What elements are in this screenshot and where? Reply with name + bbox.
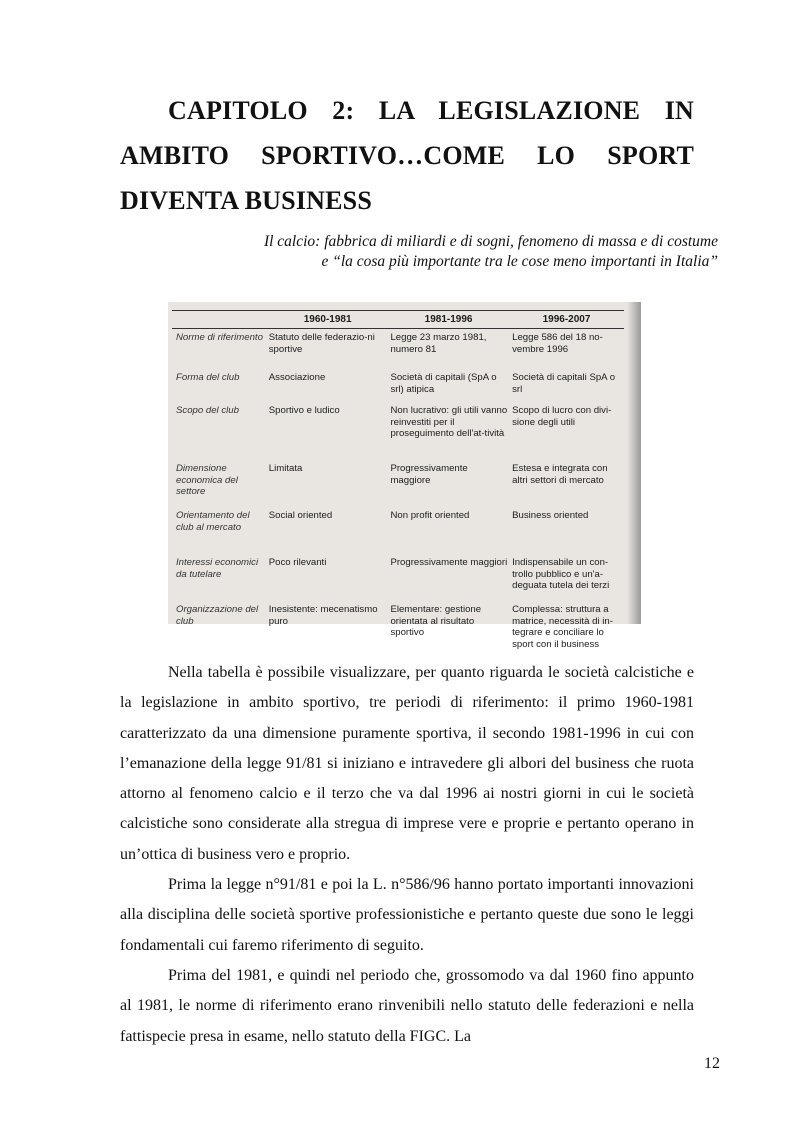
heading-line-2: AMBITO SPORTIVO…COME LO SPORT	[120, 141, 694, 170]
table-cell: Sportivo e ludico	[268, 405, 340, 416]
table-cell: Elementare: gestione orientata al risultato sportivo	[390, 604, 482, 638]
table-cell: Progressivamente maggiori	[390, 557, 508, 568]
table-row-label: Scopo del club	[176, 405, 239, 416]
table-row	[172, 507, 624, 554]
table-cell: Scopo di lucro con divi-sione degli utili	[512, 405, 612, 428]
scanned-table-image	[168, 302, 641, 650]
heading-line-1: CAPITOLO 2: LA LEGISLAZIONE IN	[168, 96, 694, 125]
page-number: 12	[704, 1055, 720, 1072]
table-header-row	[172, 310, 624, 329]
table-cell: Complessa: struttura a matrice, necessità di in-tegrare e conciliare lo sport con il business	[512, 604, 613, 650]
paragraph: Nella tabella è possibile visualizzare, per quanto riguarda le società calcistiche e la legislazione in ambito sportivo, tre periodi di riferimento: il primo 1960-1981 caratterizzato da una dimensione puramente sportiva, il secondo 1981-1996 in cui con l’emanazione della legge 91/81 si iniziano e intravedere gli albori del business che ruota attorno al fenomeno calcio e il terzo che va dal 1996 ai nostri giorni in cui le società calcistiche sono considerate alla stregua di imprese vere e proprie e pertanto operano in un’ottica di business vero e proprio.	[120, 664, 694, 863]
table-cell: Indispensabile un con-trollo pubblico e un'a-deguata tutela dei terzi	[512, 557, 610, 591]
table-row-label: Dimensione economica del settore	[176, 463, 238, 497]
epigraph	[160, 232, 718, 272]
table-row	[172, 329, 624, 369]
table-row	[172, 554, 624, 601]
table-cell: Società di capitali (SpA o srl) atipica	[390, 372, 497, 395]
table-row-label: Organizzazione del club	[176, 604, 259, 627]
table-row-label: Norme di riferimento	[176, 332, 263, 343]
table-cell: Limitata	[268, 463, 303, 474]
table-row	[172, 601, 624, 652]
chapter-heading	[120, 88, 694, 223]
epigraph-line-2: e “la cosa più importante tra le cose meno importanti in Italia”	[321, 253, 718, 270]
table-cell: Società di capitali SpA o srl	[512, 372, 616, 395]
table-cell: Inesistente: mecenatismo puro	[268, 604, 378, 627]
paragraph: Prima del 1981, e quindi nel periodo che, grossomodo va dal 1960 fino appunto al 1981, le norme di riferimento erano rinvenibili nello statuto delle federazioni e nella fattispecie presa in esame, nello statuto della FIGC. La	[120, 966, 694, 1045]
heading-line-3: DIVENTA BUSINESS	[120, 186, 372, 215]
table-cell: Business oriented	[512, 510, 589, 521]
table-cell: Progressivamente maggiore	[390, 463, 468, 486]
table-cell: Legge 586 del 18 no-vembre 1996	[512, 332, 603, 355]
table-cell: Legge 23 marzo 1981, numero 81	[390, 332, 487, 355]
table-row	[172, 460, 624, 507]
paragraph: Prima la legge n°91/81 e poi la L. n°586/96 hanno portato importanti innovazioni alla disciplina delle società sportive professionistiche e pertanto queste due sono le leggi fondamentali cui faremo riferimento di seguito.	[120, 876, 694, 954]
table-row-label: Forma del club	[176, 372, 240, 383]
table-body	[172, 329, 624, 652]
table-cell: Statuto delle federazio-ni sportive	[268, 332, 375, 355]
table-row	[172, 402, 624, 460]
table-cell: Non profit oriented	[390, 510, 470, 521]
table-cell: Social oriented	[268, 510, 333, 521]
table-header-cell: 1981-1996	[424, 313, 473, 325]
comparison-table	[172, 310, 624, 652]
table-row-label: Interessi economici da tutelare	[176, 557, 259, 580]
epigraph-line-1: Il calcio: fabbrica di miliardi e di sogni, fenomeno di massa e di costume	[263, 233, 718, 250]
table-cell: Estesa e integrata con altri settori di mercato	[512, 463, 608, 486]
table-cell: Poco rilevanti	[268, 557, 327, 568]
table-cell: Associazione	[268, 372, 326, 383]
table-header-cell: 1996-2007	[542, 313, 591, 325]
table-row	[172, 369, 624, 402]
table-header-cell: 1960-1981	[303, 313, 352, 325]
table-cell: Non lucrativo: gli utili vanno reinvestiti per il proseguimento dell'at-tività	[390, 405, 508, 439]
table-row-label: Orientamento del club al mercato	[176, 510, 250, 533]
body-text	[120, 658, 694, 1052]
